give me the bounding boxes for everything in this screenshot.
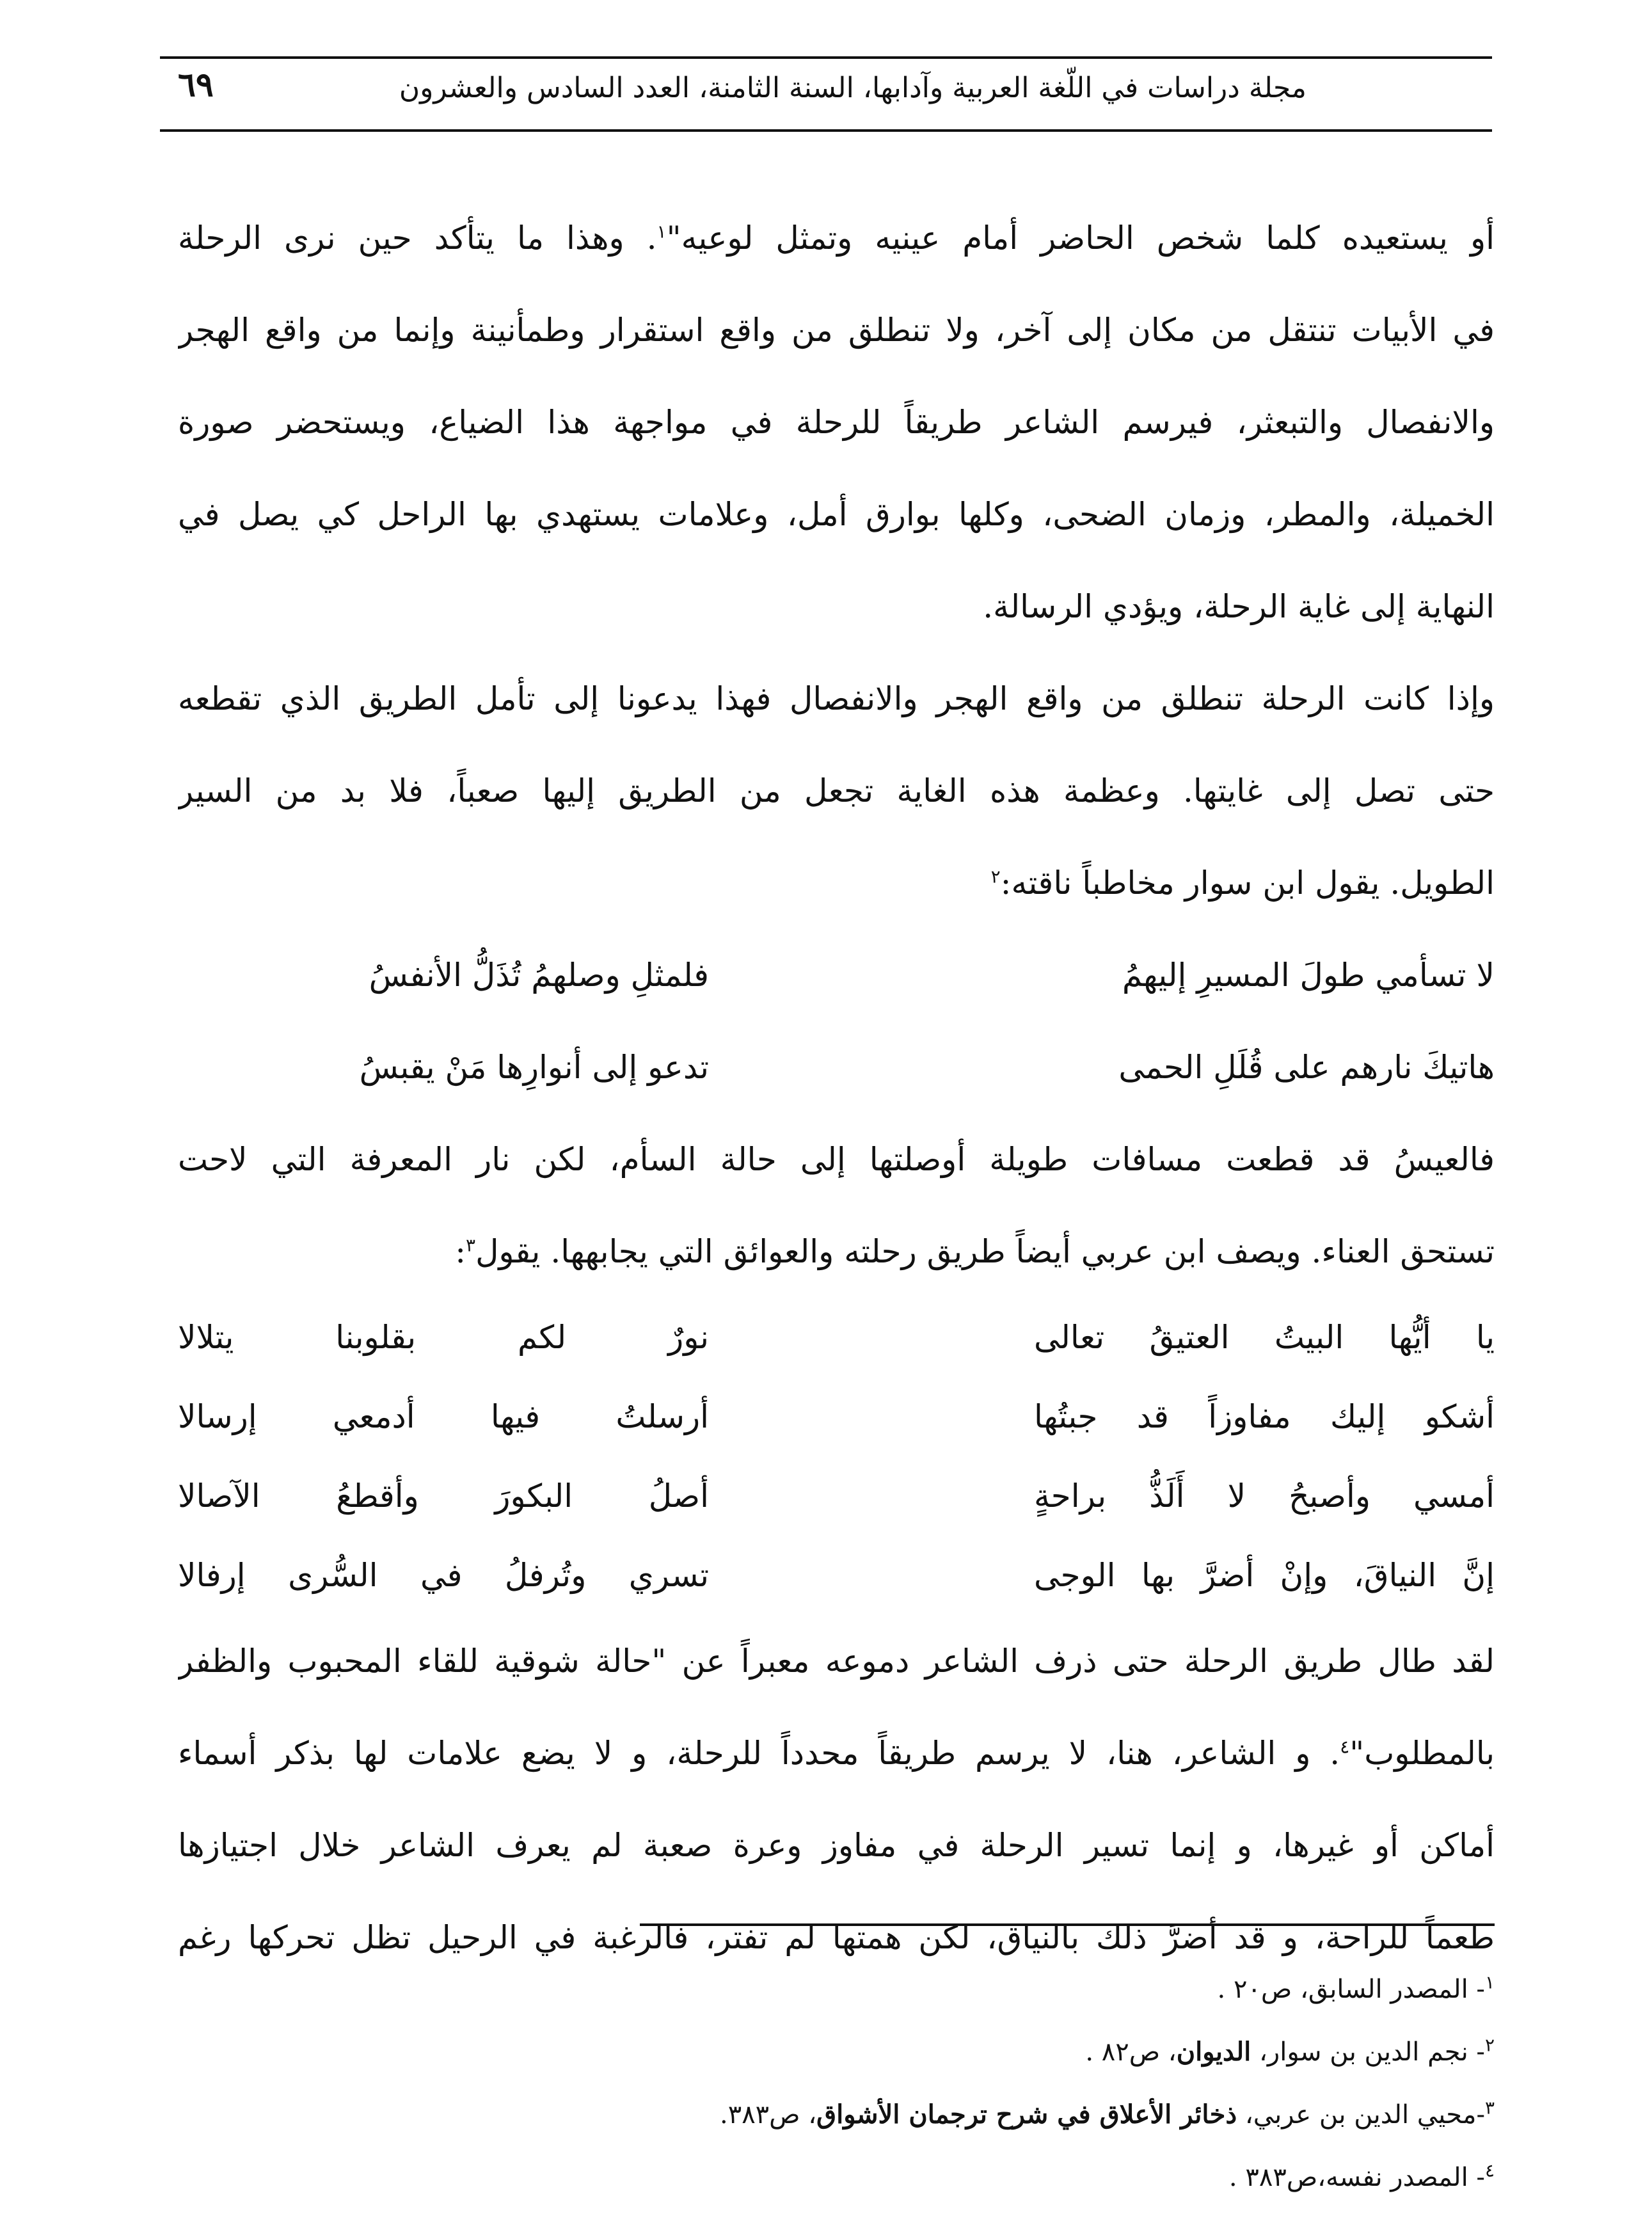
poem-verse: [178, 1021, 1495, 1113]
footnote: $^٣$-محيي الدين بن عربي، ذخائر الأعلاق في شرح ترجمان الأشواق، ص٣٨٣.: [719, 2097, 1495, 2130]
verse-first-hemistich: يا أيُّها البيتُ العتيقُ تعالى: [1034, 1319, 1495, 1356]
text-line: الخميلة، والمطر، وزمان الضحى، وكلها بوارق أمل، وعلامات يستهدي بها الراحل كي يصل في: [178, 496, 1495, 533]
footnote: $^١$- المصدر السابق، ص٢٠ .: [1217, 1971, 1495, 2004]
page-number: ٦٩: [178, 65, 214, 104]
verse-second-hemistich: تسري وتُرفلُ في السُّرى إرفالا: [178, 1557, 709, 1594]
verse-second-hemistich: فلمثلِ وصلهمُ تُذَلُّ الأنفسُ: [369, 957, 709, 994]
poem-verse: [178, 1536, 1495, 1615]
footnote-ref: ١: [656, 221, 667, 243]
footnote-number: ٤: [1484, 2160, 1495, 2181]
footnote: $^٢$- نجم الدين بن سوار، الديوان، ص٨٢ .: [1085, 2034, 1495, 2067]
text-line: حتى تصل إلى غايتها. وعظمة هذه الغاية تجعل من الطريق إليها صعباً، فلا بد من السير: [178, 772, 1495, 809]
poem-verse: [178, 1456, 1495, 1536]
book-title: ذخائر الأعلاق في شرح ترجمان الأشواق: [816, 2099, 1237, 2130]
text-line: لقد طال طريق الرحلة حتى ذرف الشاعر دموعه معبراً عن "حالة شوقية للقاء المحبوب والظفر: [178, 1643, 1495, 1680]
text-line: وإذا كانت الرحلة تنطلق من واقع الهجر والانفصال فهذا يدعونا إلى تأمل الطريق الذي تقطعه: [178, 680, 1495, 717]
verse-first-hemistich: أشكو إليك مفاوزاً قد جبتُها: [1034, 1398, 1495, 1435]
header-bottom-rule: [160, 129, 1492, 132]
text-line: بالمطلوب"$^٤$. و الشاعر، هنا، لا يرسم طريقاً محدداً للرحلة، و لا يضع علامات لها بذكر أسماء: [178, 1735, 1495, 1772]
header-top-rule: [160, 56, 1492, 59]
text-line: طعماً للراحة، و قد أضرَّ ذلك بالنياق، لكن همتها لم تفتر، فالرغبة في الرحيل تظل تحركها رغم: [178, 1919, 1495, 1956]
text-line: الطويل. يقول ابن سوار مخاطباً ناقته:$^٢$: [990, 864, 1495, 902]
verse-second-hemistich: أرسلتُ فيها أدمعي إرسالا: [178, 1398, 709, 1435]
verse-first-hemistich: لا تسأمي طولَ المسيرِ إليهمُ: [1122, 957, 1495, 994]
text-line: تستحق العناء. ويصف ابن عربي أيضاً طريق رحلته والعوائق التي يجابهها. يقول$^٣$:: [455, 1233, 1495, 1270]
text-line: فالعيسُ قد قطعت مسافات طويلة أوصلتها إلى حالة السأم، لكن نار المعرفة التي لاحت: [178, 1141, 1495, 1178]
book-title: الديوان: [1176, 2037, 1251, 2067]
footnote-ref: ٤: [1340, 1736, 1350, 1758]
verse-second-hemistich: تدعو إلى أنوارِها مَنْ يقبسُ: [359, 1049, 709, 1086]
footnote-ref: ٢: [990, 866, 1001, 888]
page-header: [160, 51, 1492, 134]
text-line: في الأبيات تنتقل من مكان إلى آخر، ولا تنطلق من واقع استقرار وطمأنينة وإنما من واقع الهجر: [178, 312, 1495, 349]
main-text: [178, 192, 1495, 1984]
verse-first-hemistich: إنَّ النياقَ، وإنْ أضرَّ بها الوجى: [1034, 1557, 1495, 1594]
text-line: والانفصال والتبعثر، فيرسم الشاعر طريقاً للرحلة في مواجهة هذا الضياع، ويستحضر صورة: [178, 404, 1495, 441]
poem-verse: [178, 929, 1495, 1021]
footnotes: [384, 1958, 1495, 2209]
text-line: أماكن أو غيرها، و إنما تسير الرحلة في مفاوز وعرة صعبة لم يعرف الشاعر خلال اجتيازها: [178, 1827, 1495, 1864]
footnote-separator: [640, 1923, 1495, 1926]
footnote: $^٤$- المصدر نفسه،ص٣٨٣ .: [1228, 2160, 1495, 2192]
journal-title: مجلة دراسات في اللّغة العربية وآدابها، السنة الثامنة، العدد السادس والعشرون: [399, 72, 1307, 104]
footnote-number: ٢: [1484, 2034, 1495, 2056]
verse-first-hemistich: أمسي وأصبحُ لا أَلَذُّ براحةٍ: [1034, 1477, 1495, 1515]
verse-second-hemistich: أصلُ البكورَ وأقطعُ الآصالا: [178, 1477, 709, 1515]
verse-second-hemistich: نورٌ لكم بقلوبنا يتلالا: [178, 1319, 709, 1356]
poem-verse: [178, 1377, 1495, 1456]
verse-first-hemistich: هاتيكَ نارهم على قُلَلِ الحمى: [1118, 1049, 1495, 1086]
footnote-number: ٣: [1484, 2097, 1495, 2119]
footnote-ref: ٣: [466, 1234, 476, 1256]
text-line: النهاية إلى غاية الرحلة، ويؤدي الرسالة.: [983, 588, 1495, 625]
footnote-number: ١: [1484, 1971, 1495, 1993]
text-line: أو يستعيده كلما شخص الحاضر أمام عينيه وتمثل لوعيه"$^١$. وهذا ما يتأكد حين نرى الرحلة: [178, 219, 1495, 257]
poem-verse: [178, 1298, 1495, 1377]
